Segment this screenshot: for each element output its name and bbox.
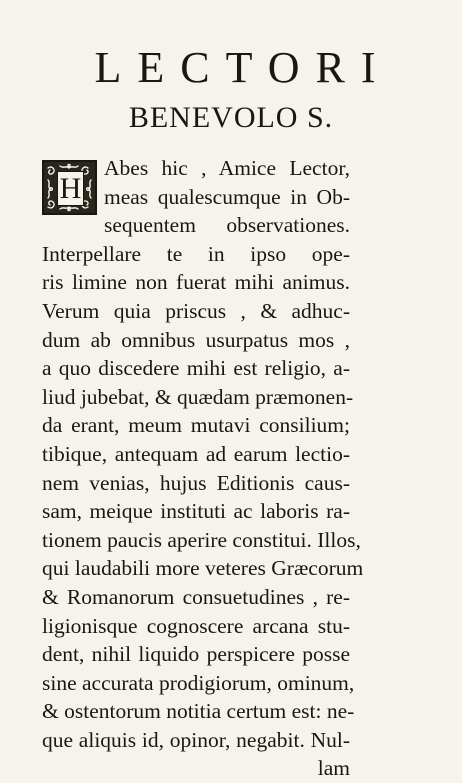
text-line: Abes hic , Amice Lector, [104,156,350,180]
text-line: Verum quia priscus , & adhuc- [42,298,350,323]
text-line: meas qualescumque in Ob- [104,184,350,209]
text-line: sequentem observationes. [104,213,350,238]
text-line: que aliquis id, opinor, negabit. Nul- [42,727,350,752]
body-text [42,154,364,783]
text-line: Interpellare te in ipso ope- [42,241,350,266]
text-line: sam, meique instituti ac laboris ra- [42,499,350,524]
text-line: nem venias, hujus Editionis caus- [42,470,350,495]
page-subtitle: BENEVOLO S. [128,101,334,134]
text-line: a quo discedere mihi est religio, a- [42,356,350,381]
text-line: dent, nihil liquido perspicere posse [42,642,350,667]
text-line: qui laudabili more veteres Græcorum [42,556,364,581]
text-line: & ostentorum notitia certum est: ne- [42,699,355,724]
text-line: liud jubebat, & quædam præmonen- [42,384,354,409]
text-line: ligionisque cognoscere arcana stu- [42,613,350,638]
text-line: tibique, antequam ad earum lectio- [42,441,350,466]
catchword: lam [317,756,350,781]
text-line: & Romanorum consuetudines , re- [42,584,350,609]
text-line: dum ab omnibus usurpatus mos , [42,327,350,352]
text-line: tionem paucis aperire constitui. Illos, [42,527,361,552]
text-line: sine accurata prodigiorum, ominum, [42,670,355,695]
initial-letter: H [57,171,84,206]
text-line: da erant, meum mutavi consilium; [42,413,350,438]
text-line: ris limine non fuerat mihi animus. [42,270,350,295]
page-title: LECTORI [94,43,392,92]
